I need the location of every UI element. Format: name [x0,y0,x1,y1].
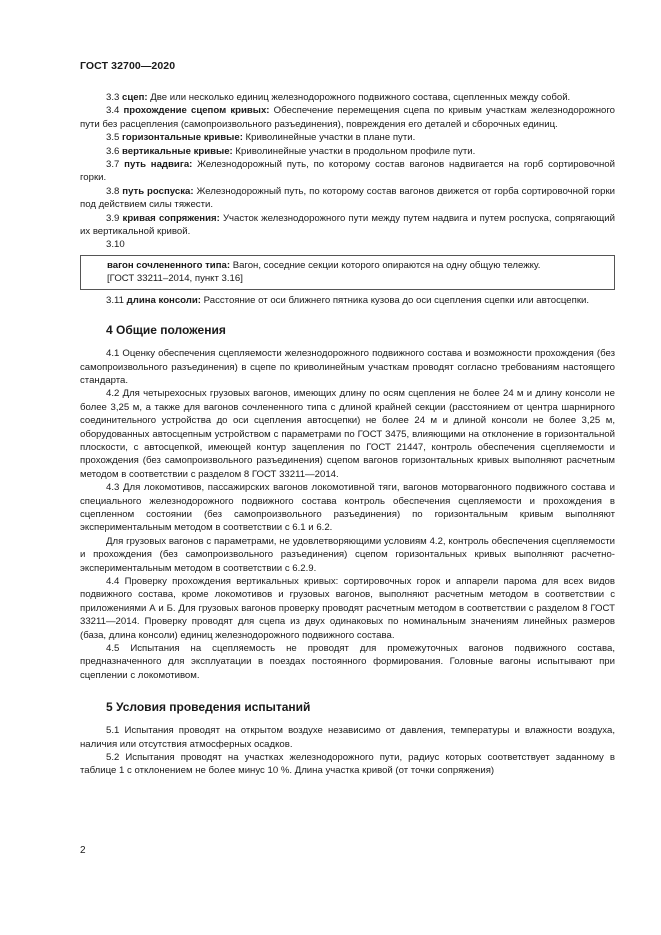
paragraph: 5.1 Испытания проводят на открытом воздухе независимо от давления, температуры и влажности воздуха, наличия или отсутствия атмосферных осадков. [80,725,615,750]
term-3-10-term: вагон сочлененного типа: [107,259,231,271]
term-item [80,104,615,131]
term-item [80,91,615,104]
paragraph: 4.3 Для локомотивов, пассажирских вагонов локомотивной тяги, вагонов моторвагонного подвижного состава и специального железнодорожного подвижного состава контроль обеспечения сцепляемости и прохождения в сцепленном состоянии (без самопроизвольного разъединения) по горизонтальным кривым выполняют экспериментальным методом в соответствии с 6.1 и 6.2. [80,482,615,534]
term-item [80,158,615,185]
term-definition: Криволинейные участки в плане пути. [242,132,416,144]
paragraph: 4.1 Оценку обеспечения сцепляемости железнодорожного подвижного состава и возможности прохождения (без самопроизвольного разъединения) в сцепе по криволинейным участкам проводят согласно требованиям настоящего стандарта. [80,348,615,386]
terms-list [80,91,615,238]
term-number: 3.6 [106,145,120,157]
term-item [80,185,615,212]
term-item [80,145,615,158]
term-number: 3.4 [106,105,120,117]
term-3-11 [80,294,615,307]
term-3-10-reference: [ГОСТ 33211–2014, пункт 3.16] [107,273,243,285]
term-name: прохождение сцепом кривых: [123,105,270,117]
document-header: ГОСТ 32700—2020 [80,60,176,72]
term-name: вертикальные кривые: [122,145,233,157]
section-4-body [80,347,615,682]
term-item [80,131,615,144]
term-name: кривая сопряжения: [122,212,220,224]
paragraph: 5.2 Испытания проводят на участках железнодорожного пути, радиус которых соответствует заданному в таблице 1 с отклонением не более минус 10 %. Длина участка кривой (от точки сопряжения) [80,752,615,777]
section-5-body [80,724,615,778]
term-number: 3.7 [106,159,120,171]
term-definition: Железнодорожный путь, по которому состав вагонов движется от горба сортировочной горки под действием силы тяжести. [80,185,616,211]
term-name: горизонтальные кривые: [122,132,243,144]
term-name: сцеп: [122,92,148,103]
term-name: путь роспуска: [122,185,194,197]
paragraph: Для грузовых вагонов с параметрами, не удовлетворяющими условиям 4.2, контроль обеспечения сцепляемости и прохождения (без самопроизвольного разъединения) сцепом горизонтальных кривых выполняют расчетно-экспериментальным методом в соответствии с 6.2.9. [80,535,615,574]
page-number: 2 [80,845,86,856]
term-definition: Расстояние от оси ближнего пятника кузова до оси сцепления сцепки или автосцепки. [201,294,590,306]
paragraph: 4.5 Испытания на сцепляемость не проводят для промежуточных вагонов подвижного состава, предназначенного для эксплуатации в поездах постоянного формирования. Головные вагоны испытывают при сцеплении с локомотивом. [80,643,615,681]
term-number: 3.11 [106,294,124,306]
section-5-title: 5 Условия проведения испытаний [106,700,311,715]
term-number: 3.8 [106,185,120,197]
term-definition: Две или несколько единиц железнодорожного подвижного состава, сцепленных между собой. [147,92,571,103]
term-definition: Железнодорожный путь, по которому состав вагонов надвигается на горб сортировочной горки. [80,159,616,184]
paragraph: 4.4 Проверку прохождения вертикальных кривых: сортировочных горок и аппарели парома для всех видов подвижного состава, кроме локомотивов и грузовых вагонов, выполняют расчетным методом в соответствии с приложениями А и Б. Для грузовых вагонов проверку проводят расчетным методом в соответствии с разделом 8 ГОСТ 33211—2014. Проверку проводят для сцепа из двух одинаковых по номинальным значениям линейных размеров (база, длина консоли) единиц железнодорожного подвижного состава. [80,576,615,641]
term-number: 3.5 [106,132,120,144]
term-3-10-def: Вагон, соседние секции которого опираются на одну общую тележку. [230,259,541,271]
term-definition: Обеспечение перемещения сцепа по кривым участкам железнодорожного пути без расцепления (самопроизвольного разъединения), повреждения его деталей и сборочных единиц. [80,105,615,130]
section-4-title: 4 Общие положения [106,323,226,338]
term-number: 3.3 [106,92,120,103]
term-3-10-number: 3.10 [106,239,125,251]
term-item [80,212,615,239]
term-definition: Участок железнодорожного пути между путем надвига и путем роспуска, сопрягающий их вертикальной кривой. [80,212,615,238]
term-name: путь надвига: [124,159,193,171]
term-name: длина консоли: [126,294,201,306]
paragraph: 4.2 Для четырехосных грузовых вагонов, имеющих длину по осям сцепления не более 24 м и длину консоли не более 3,25 м, а также для вагонов сочлененного типа с длиной крайней секции (расстоянием от центра шарнирного соединительного устройства до оси сцепления автосцепки) не более 24 м и длиной консоли не более 3,25 м, оборудованных автосцепным устройством с параметрами по ГОСТ 3475, влияющими на отклонение в горизонтальной плоскости, с автосцепкой, имеющей контур зацепления по ГОСТ 21447, контроль обеспечения сцепляемости и прохождения (без самопроизвольного разъединения) сцепом вагонов горизонтальных кривых выполняют расчетным методом в соответствии с разделом 8 ГОСТ 33211—2014. [80,388,615,480]
term-number: 3.9 [106,212,120,224]
page-content [80,91,615,778]
term-3-10-text [107,259,607,272]
term-3-10-box [80,255,615,290]
term-definition: Криволинейные участки в продольном профиле пути. [232,145,476,157]
